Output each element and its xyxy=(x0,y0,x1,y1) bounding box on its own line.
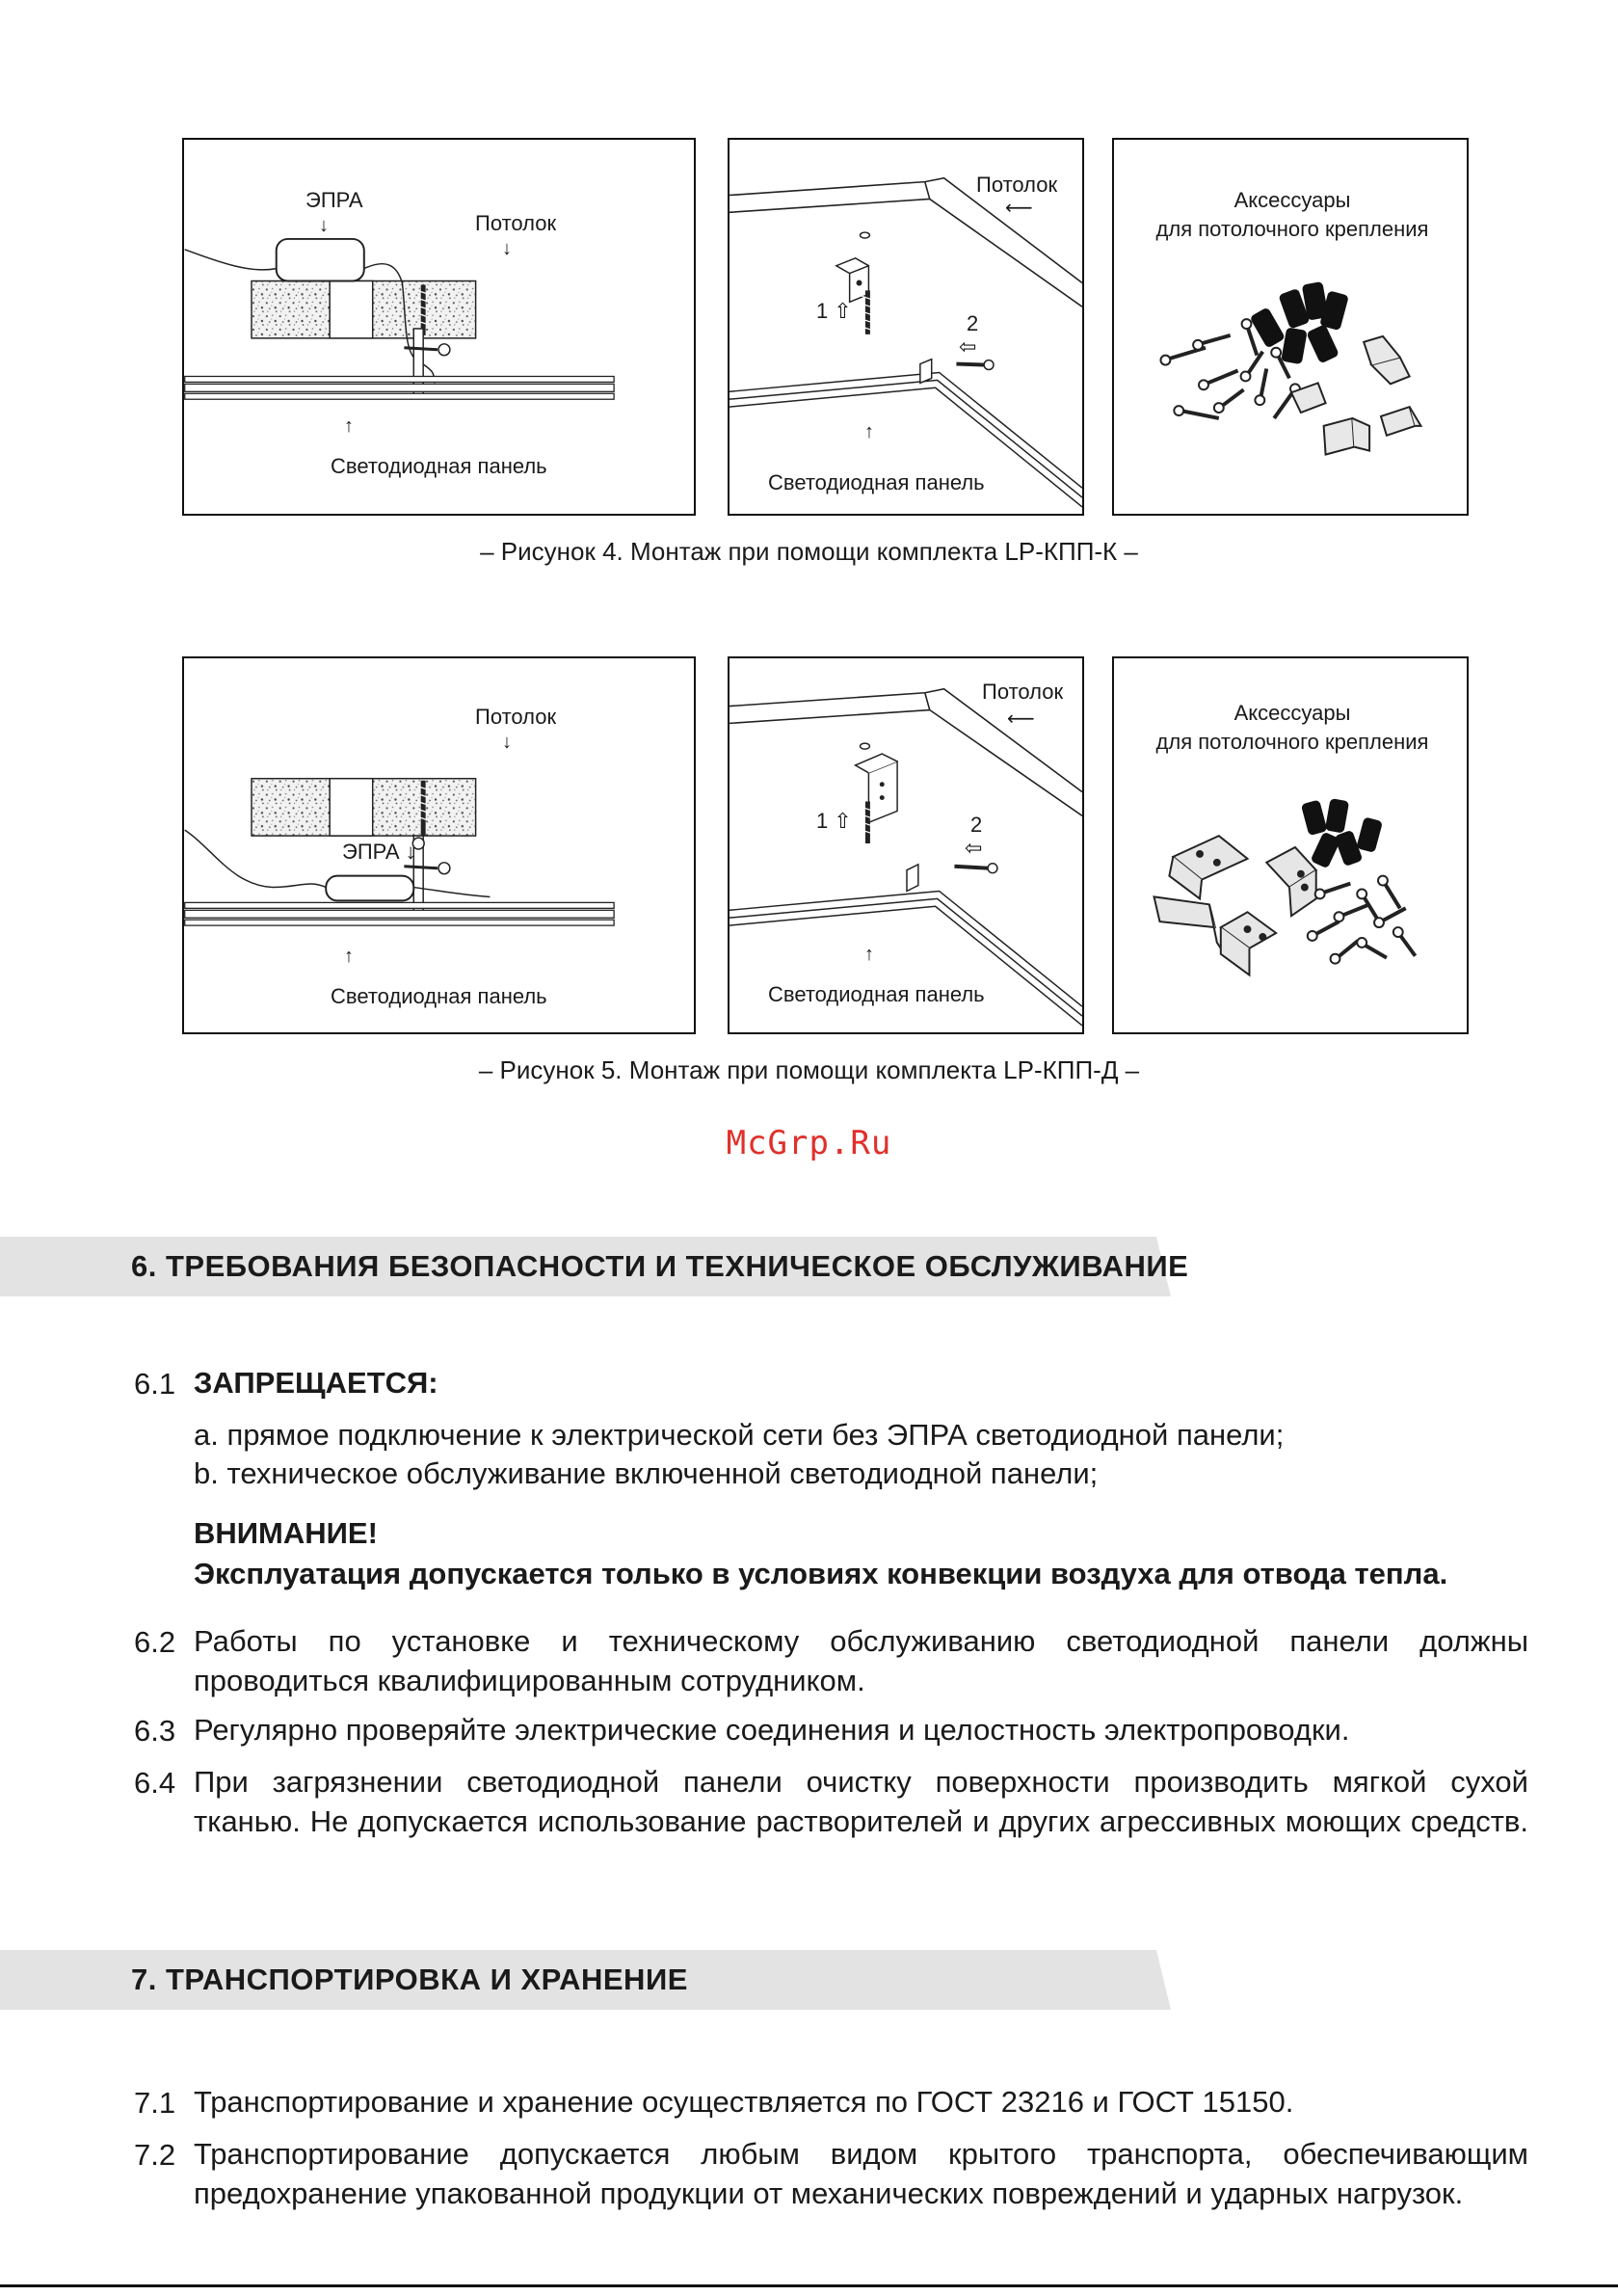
item-6-2-line1: Работы по установке и техническому обслуживанию светодиодной панели должны xyxy=(194,1624,1528,1658)
up-arrow-icon: ↑ xyxy=(344,415,354,437)
fig5-panel-ceiling-mount xyxy=(182,656,696,1034)
up-arrow-icon: ↑ xyxy=(864,944,874,965)
item-6-4-line2: тканью. Не допускается использование растворителей и других агрессивных моющих средств. xyxy=(194,1804,1528,1838)
item-6-4-number: 6.4 xyxy=(134,1766,176,1800)
attention-title: ВНИМАНИЕ! xyxy=(194,1516,378,1550)
section7-title: 7. ТРАНСПОРТИРОВКА И ХРАНЕНИЕ xyxy=(131,1962,688,1996)
watermark-text: McGrp.Ru xyxy=(726,1124,892,1162)
fig4-step1-label: 1 ⇧ xyxy=(816,299,852,323)
figure5-caption: – Рисунок 5. Монтаж при помощи комплекта LP-КПП-Д – xyxy=(478,1055,1140,1084)
fig4-panel-bracket-mount xyxy=(728,138,1084,516)
item-7-2-line2: предохранение упакованной продукции от механических повреждений и ударных нагрузок. xyxy=(194,2176,1464,2210)
figure4-caption: – Рисунок 4. Монтаж при помощи комплекта LP-КПП-К – xyxy=(480,537,1138,566)
fig4-ceiling-label-2: Потолок xyxy=(976,173,1058,197)
item-7-2-number: 7.2 xyxy=(134,2138,176,2172)
down-arrow-icon: ↓ xyxy=(319,215,329,236)
fig4-accessories-subtitle: для потолочного крепления xyxy=(1155,217,1429,241)
fig5-step1-label: 1 ⇧ xyxy=(816,809,852,833)
attention-text: Эксплуатация допускается только в условиях конвекции воздуха для отвода тепла. xyxy=(194,1557,1448,1590)
up-arrow-icon: ↑ xyxy=(344,946,354,967)
fig5-panel-label-2: Светодиодная панель xyxy=(768,982,985,1006)
fig5-step2-arrow: ⇦ xyxy=(965,836,983,860)
fig4-epra-label: ЭПРА xyxy=(305,188,363,212)
item-6-1-number: 6.1 xyxy=(134,1367,176,1401)
down-arrow-icon: ↓ xyxy=(502,238,512,259)
fig5-accessories-title: Аксессуары xyxy=(1233,701,1351,725)
up-arrow-icon: ↑ xyxy=(864,421,874,442)
page-bottom-rule xyxy=(0,2284,1618,2287)
fig5-step2-label: 2 xyxy=(970,813,983,837)
item-6-4-line1: При загрязнении светодиодной панели очистку поверхности производить мягкой сухой xyxy=(194,1765,1528,1799)
fig4-panel-label: Светодиодная панель xyxy=(331,454,547,478)
fig5-epra-label: ЭПРА ↓ xyxy=(342,840,416,864)
fig5-panel-label: Светодиодная панель xyxy=(331,984,547,1008)
item-7-1-text: Транспортирование и хранение осуществляется по ГОСТ 23216 и ГОСТ 15150. xyxy=(194,2085,1294,2119)
item-6-2-line2: проводиться квалифицированным сотрудником. xyxy=(194,1664,865,1697)
item-6-3-text: Регулярно проверяйте электрические соединения и целостность электропроводки. xyxy=(194,1713,1350,1747)
left-arrow-icon: ⟵ xyxy=(1005,198,1033,219)
fig5-panel-accessories xyxy=(1112,656,1469,1034)
item-7-1-number: 7.1 xyxy=(134,2086,176,2120)
left-arrow-icon: ⟵ xyxy=(1007,708,1035,730)
item-6-3-number: 6.3 xyxy=(134,1714,176,1748)
fig4-accessories-title: Аксессуары xyxy=(1233,188,1351,212)
section6-title: 6. ТРЕБОВАНИЯ БЕЗОПАСНОСТИ И ТЕХНИЧЕСКОЕ ОБСЛУЖИВАНИЕ xyxy=(131,1249,1189,1283)
fig4-ceiling-label: Потолок xyxy=(475,211,557,235)
fig5-ceiling-diagram xyxy=(184,658,694,1032)
item-7-2-line1: Транспортирование допускается любым видом крытого транспорта, обеспечивающим xyxy=(194,2137,1528,2171)
fig4-panel-label-2: Светодиодная панель xyxy=(768,470,985,494)
fig4-step2-arrow: ⇦ xyxy=(959,334,977,359)
item-6-2-number: 6.2 xyxy=(134,1625,176,1659)
fig4-step2-label: 2 xyxy=(967,311,979,335)
fig5-ceiling-label-2: Потолок xyxy=(982,680,1064,704)
fig5-ceiling-label: Потолок xyxy=(475,705,557,729)
fig5-accessories-subtitle: для потолочного крепления xyxy=(1155,730,1429,754)
item-6-1-b: b. техническое обслуживание включенной светодиодной панели; xyxy=(194,1456,1099,1490)
item-6-1-a: a. прямое подключение к электрической сети без ЭПРА светодиодной панели; xyxy=(194,1418,1285,1452)
fig4-panel-ceiling-mount xyxy=(182,138,696,516)
item-6-1-title: ЗАПРЕЩАЕТСЯ: xyxy=(194,1366,438,1400)
down-arrow-icon: ↓ xyxy=(502,732,512,753)
fig5-panel-bracket-mount xyxy=(728,656,1084,1034)
fig4-panel-accessories xyxy=(1112,138,1469,516)
